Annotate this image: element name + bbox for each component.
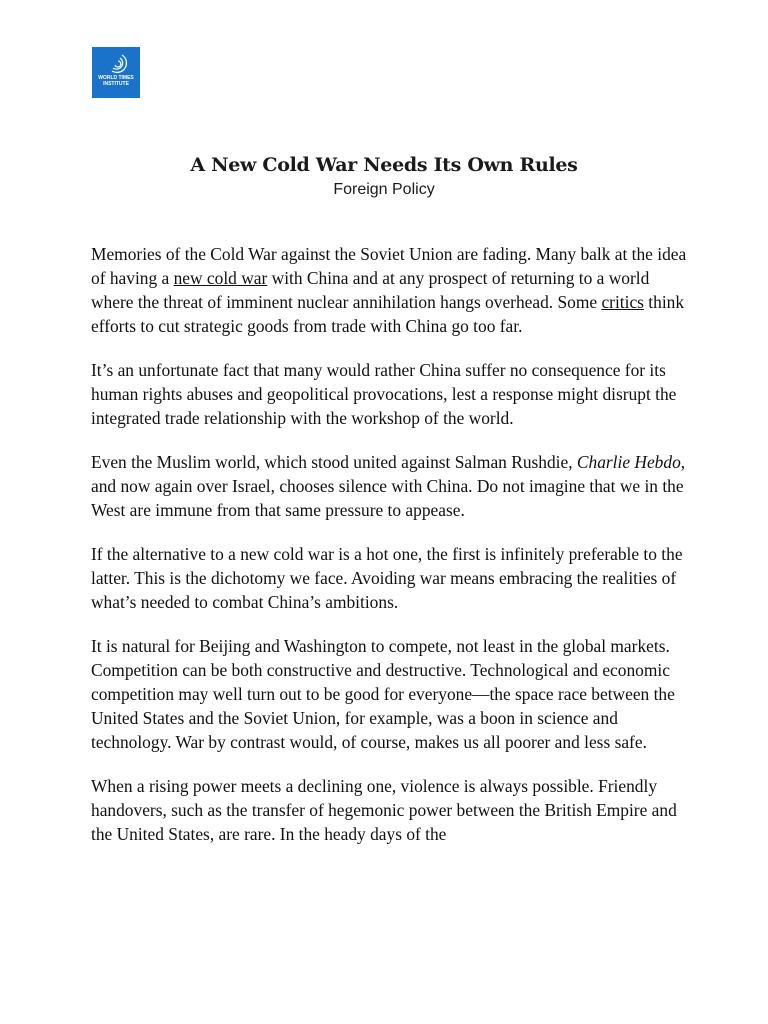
paragraph-1 (91, 242, 691, 338)
paragraph-6: When a rising power meets a declining one, violence is always possible. Friendly handovers, such as the transfer of hegemonic power between the British Empire and the United States, are rare. In the heady days of the (91, 776, 677, 844)
article-body (91, 242, 691, 866)
paragraph-5: It is natural for Beijing and Washington to compete, not least in the global markets. Competition can be both constructive and destructive. Technological and economic competition may well turn out to be good for everyone—the space race between the United States and the Soviet Union, for example, was a boon in science and technology. War by contrast would, of course, makes us all poorer and less safe. (91, 636, 675, 752)
logo-text-line1: WORLD TIMES (98, 75, 134, 81)
link-new-cold-war[interactable]: new cold war (173, 268, 268, 288)
globe-icon (92, 47, 140, 98)
paragraph-3-text-b: , and now again over Israel, chooses silence with China. Do not imagine that we in the West are immune from that same pressure to appease. (91, 452, 686, 520)
logo-text-line2: INSTITUTE (103, 81, 129, 87)
link-critics[interactable]: critics (601, 292, 644, 312)
article-title: A New Cold War Needs Its Own Rules (190, 154, 578, 176)
world-times-institute-logo (92, 47, 140, 98)
paragraph-3-italic: Charlie Hebdo (576, 452, 681, 472)
paragraph-1-text-a: Memories of the Cold War against the Soviet Union are fading. Many balk at the idea of having a (91, 244, 687, 288)
paragraph-1-text-b: with China and at any prospect of returning to a world where the threat of imminent nuclear annihilation hangs overhead. Some (91, 268, 650, 312)
article-source: Foreign Policy (333, 181, 435, 198)
paragraph-3 (91, 450, 691, 522)
paragraph-2: It’s an unfortunate fact that many would rather China suffer no consequence for its human rights abuses and geopolitical provocations, lest a response might disrupt the integrated trade relationship with the workshop of the world. (91, 360, 677, 428)
paragraph-4: If the alternative to a new cold war is a hot one, the first is infinitely preferable to the latter. This is the dichotomy we face. Avoiding war means embracing the realities of what’s needed to combat China’s ambitions. (91, 544, 683, 612)
paragraph-3-text-a: Even the Muslim world, which stood united against Salman Rushdie, (91, 452, 577, 472)
paragraph-1-text-c: think efforts to cut strategic goods from trade with China go too far. (91, 292, 685, 336)
